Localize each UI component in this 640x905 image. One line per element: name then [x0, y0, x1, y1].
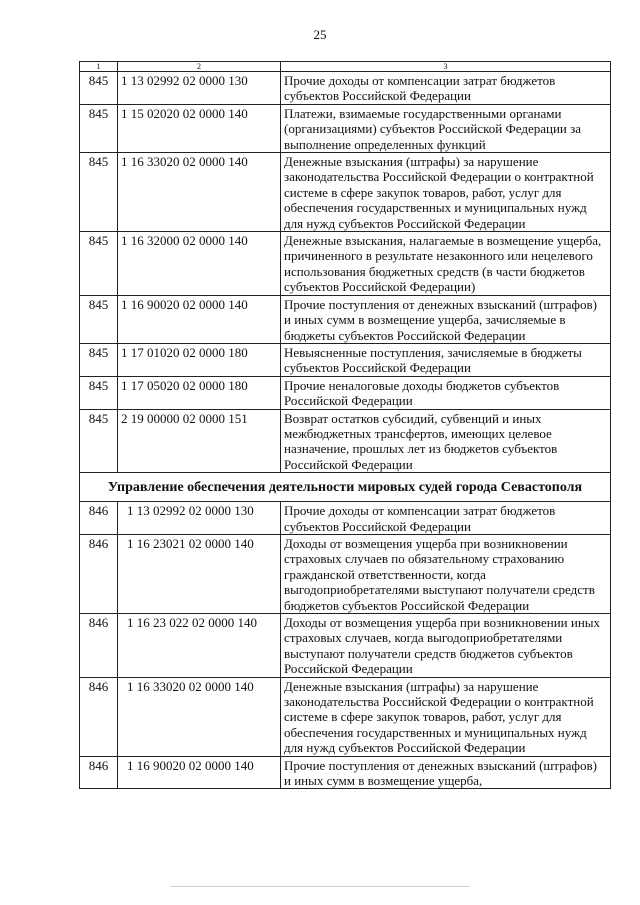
table-header-row — [80, 62, 611, 72]
table-row — [80, 232, 611, 296]
table-row — [80, 534, 611, 613]
admin-code: 845 — [80, 295, 118, 343]
revenue-name: Прочие поступления от денежных взысканий (штрафов) и иных сумм в возмещение ущерба, — [281, 756, 611, 789]
admin-code: 846 — [80, 534, 118, 613]
table-row — [80, 409, 611, 473]
table-row — [80, 153, 611, 232]
table-row — [80, 104, 611, 152]
admin-code: 845 — [80, 232, 118, 296]
admin-code: 845 — [80, 376, 118, 409]
revenue-name: Платежи, взимаемые государственными органами (организациями) субъектов Российской Федерации за выполнение определенных функций — [281, 104, 611, 152]
revenue-code: 1 16 90020 02 0000 140 — [118, 756, 281, 789]
admin-code: 845 — [80, 409, 118, 473]
header-col-2: 2 — [118, 62, 281, 72]
table-row — [80, 756, 611, 789]
section-title: Управление обеспечения деятельности мировых судей города Севастополя — [80, 473, 611, 502]
revenue-name: Денежные взыскания, налагаемые в возмещение ущерба, причиненного в результате незаконного или нецелевого использования бюджетных средств (в части бюджетов субъектов Российской Федерации) — [281, 232, 611, 296]
revenue-name: Доходы от возмещения ущерба при возникновении иных страховых случаев, когда выгодоприобретателями выступают получатели средств бюджетов субъектов Российской Федерации — [281, 614, 611, 678]
admin-code: 846 — [80, 614, 118, 678]
page-number: 25 — [313, 27, 327, 42]
table-row — [80, 72, 611, 105]
table-row — [80, 295, 611, 343]
revenue-name: Денежные взыскания (штрафы) за нарушение законодательства Российской Федерации о контрактной системе в сфере закупок товаров, работ, услуг для обеспечения государственных и муниципальных нужд для нужд субъектов Российской Федерации — [281, 153, 611, 232]
revenue-name: Невыясненные поступления, зачисляемые в бюджеты субъектов Российской Федерации — [281, 343, 611, 376]
admin-code: 845 — [80, 104, 118, 152]
revenue-code: 1 16 90020 02 0000 140 — [118, 295, 281, 343]
revenue-codes-table — [79, 61, 611, 789]
admin-code: 846 — [80, 677, 118, 756]
table-row — [80, 502, 611, 535]
admin-code: 845 — [80, 343, 118, 376]
revenue-name: Прочие доходы от компенсации затрат бюджетов субъектов Российской Федерации — [281, 502, 611, 535]
revenue-code: 1 17 01020 02 0000 180 — [118, 343, 281, 376]
revenue-code: 1 17 05020 02 0000 180 — [118, 376, 281, 409]
revenue-code: 1 16 32000 02 0000 140 — [118, 232, 281, 296]
revenue-name: Денежные взыскания (штрафы) за нарушение законодательства Российской Федерации о контрактной системе в сфере закупок товаров, работ, услуг для обеспечения государственных и муниципальных нужд для нужд субъектов Российской Федерации — [281, 677, 611, 756]
revenue-name: Прочие неналоговые доходы бюджетов субъектов Российской Федерации — [281, 376, 611, 409]
table-row — [80, 614, 611, 678]
revenue-name: Прочие доходы от компенсации затрат бюджетов субъектов Российской Федерации — [281, 72, 611, 105]
revenue-name: Доходы от возмещения ущерба при возникновении страховых случаев по обязательному страхованию гражданской ответственности, когда выгодоприобретателями выступают получатели средств бюджетов субъектов Российской Федерации — [281, 534, 611, 613]
admin-code: 846 — [80, 502, 118, 535]
revenue-code: 1 16 33020 02 0000 140 — [118, 153, 281, 232]
revenue-name: Возврат остатков субсидий, субвенций и иных межбюджетных трансфертов, имеющих целевое назначение, прошлых лет из бюджетов субъектов Российской Федерации — [281, 409, 611, 473]
table-row — [80, 343, 611, 376]
revenue-code: 2 19 00000 02 0000 151 — [118, 409, 281, 473]
revenue-code: 1 16 23 022 02 0000 140 — [118, 614, 281, 678]
revenue-code: 1 13 02992 02 0000 130 — [118, 502, 281, 535]
revenue-name: Прочие поступления от денежных взысканий (штрафов) и иных сумм в возмещение ущерба, зачисляемые в бюджеты субъектов Российской Федерации — [281, 295, 611, 343]
revenue-code: 1 13 02992 02 0000 130 — [118, 72, 281, 105]
table-row — [80, 677, 611, 756]
revenue-code: 1 16 23021 02 0000 140 — [118, 534, 281, 613]
admin-code: 846 — [80, 756, 118, 789]
header-col-3: 3 — [281, 62, 611, 72]
table-row — [80, 376, 611, 409]
admin-code: 845 — [80, 72, 118, 105]
header-col-1: 1 — [80, 62, 118, 72]
page-bottom-rule — [170, 886, 470, 887]
admin-code: 845 — [80, 153, 118, 232]
section-row — [80, 473, 611, 502]
revenue-code: 1 16 33020 02 0000 140 — [118, 677, 281, 756]
revenue-code: 1 15 02020 02 0000 140 — [118, 104, 281, 152]
